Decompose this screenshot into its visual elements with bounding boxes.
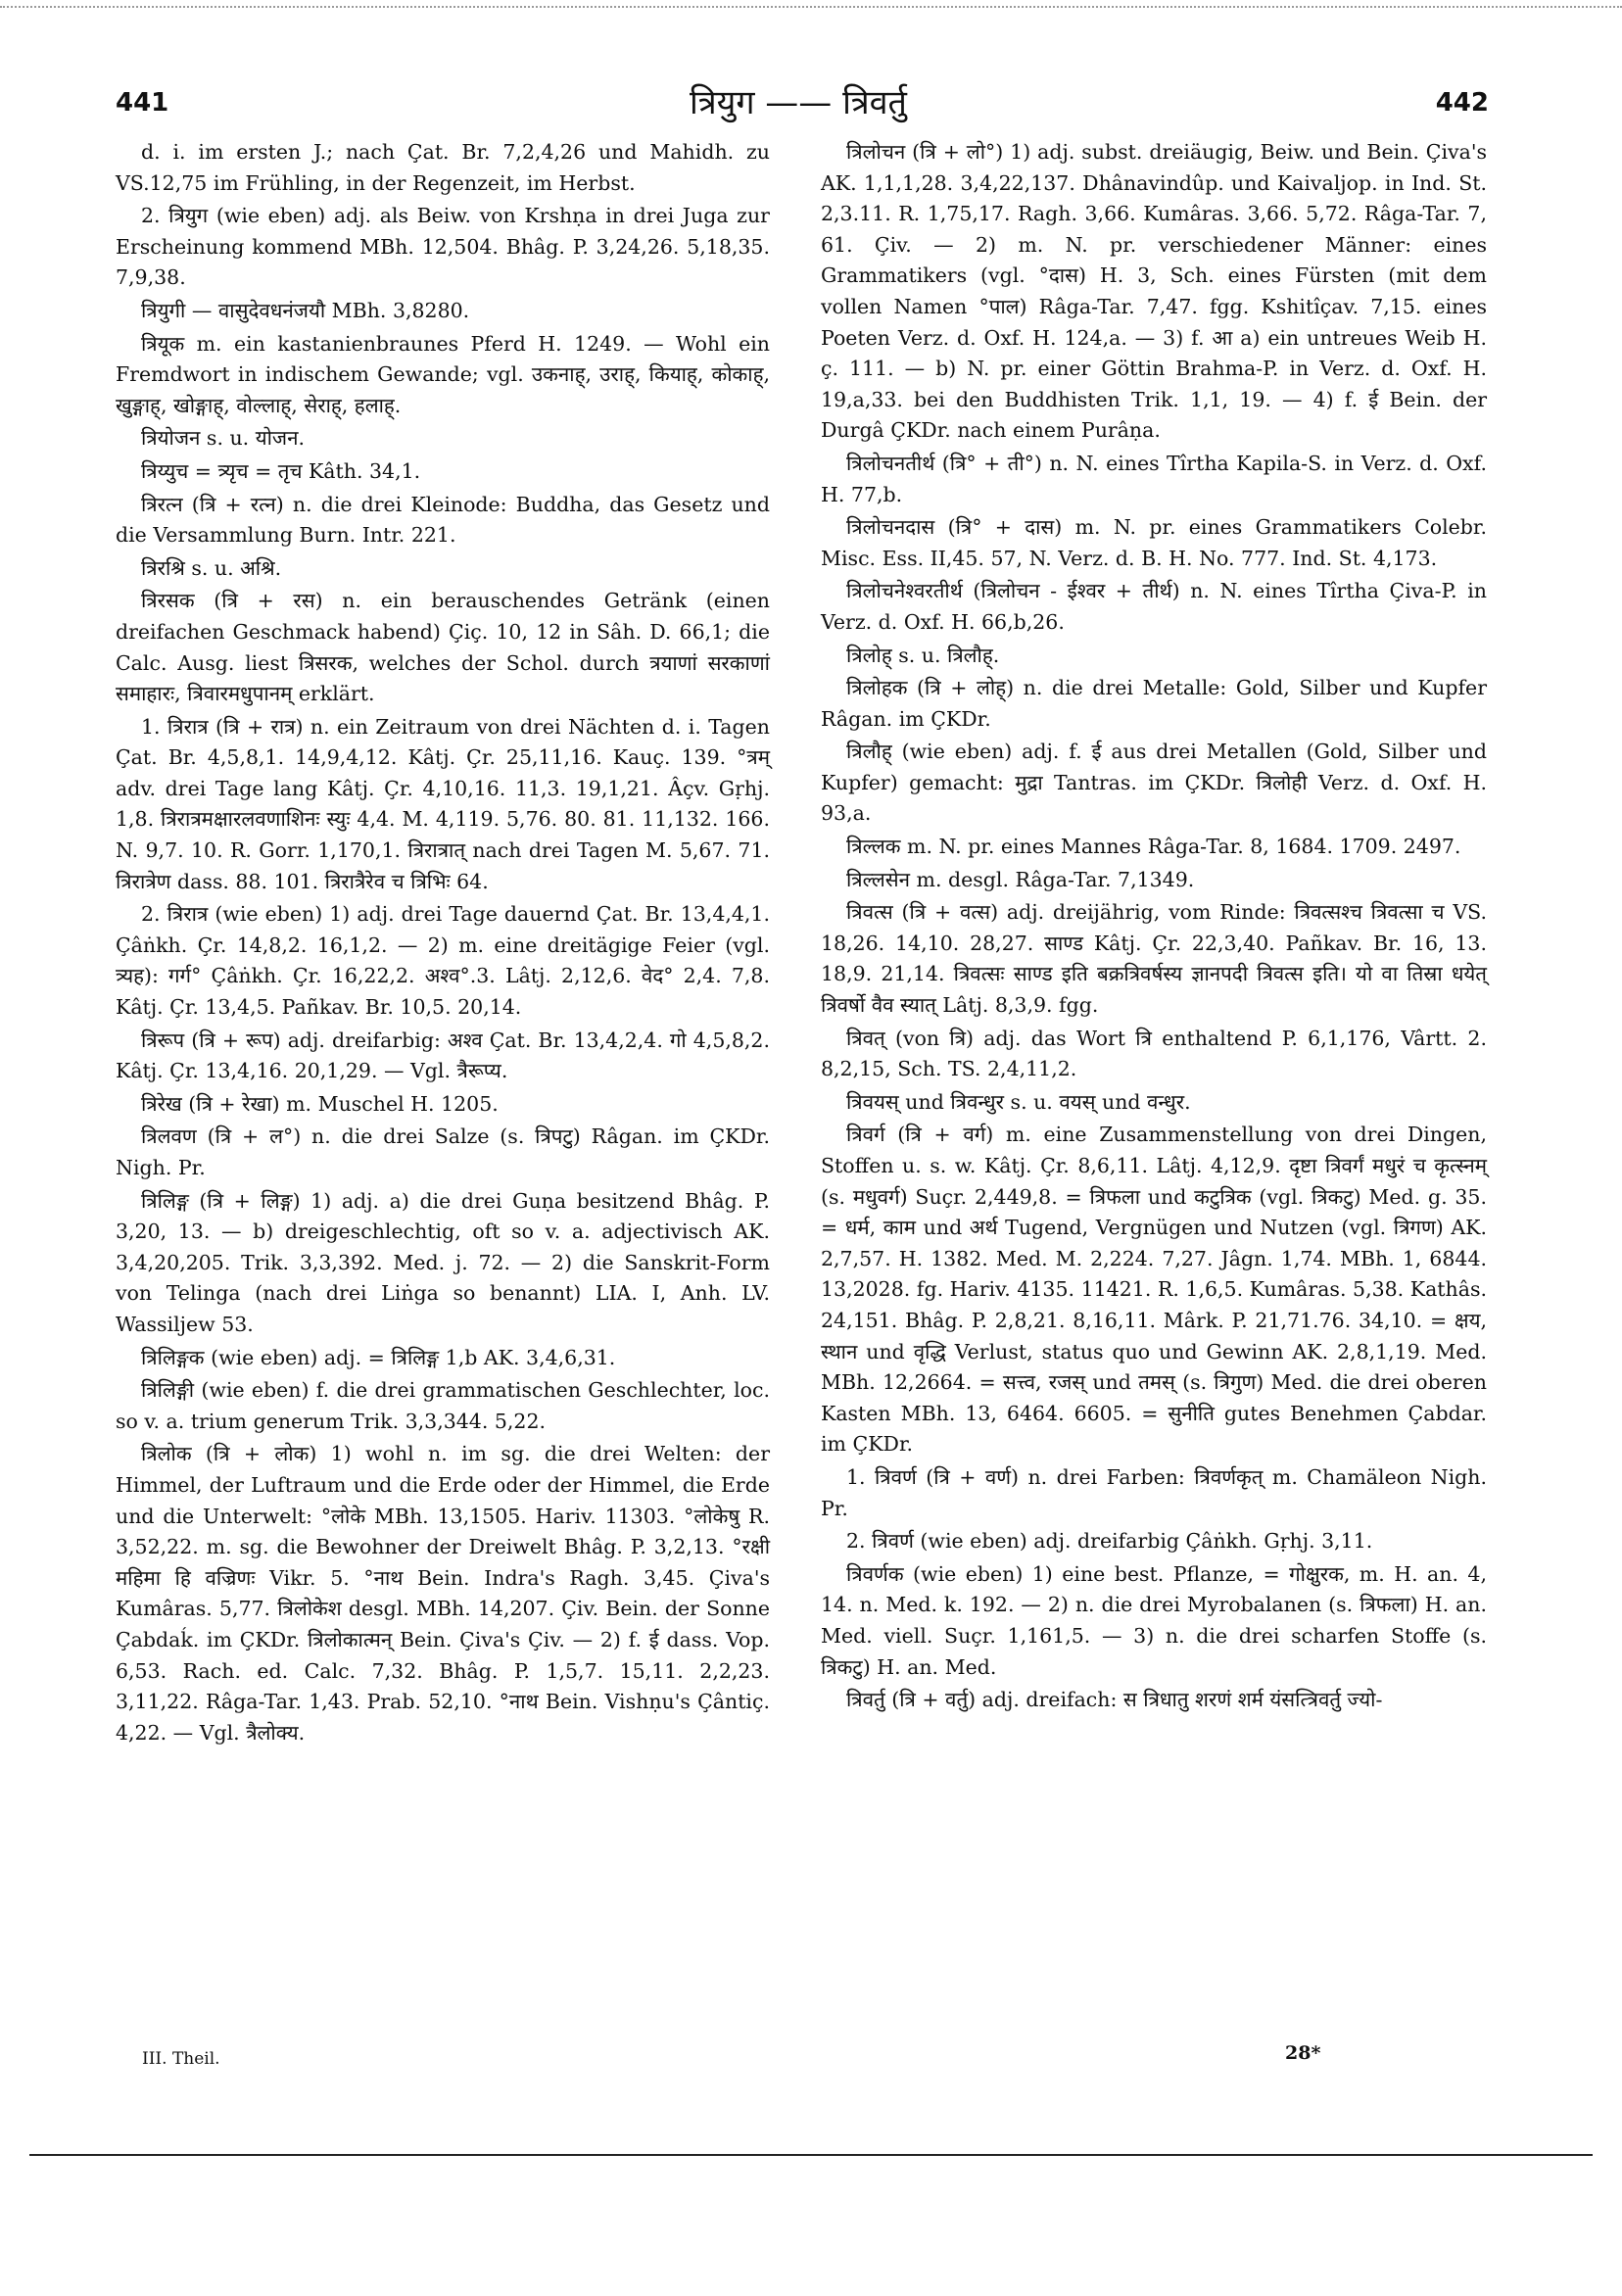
- bottom-rule: [29, 2154, 1593, 2156]
- dictionary-entry: त्रिलोक (त्रि + लोक) 1) wohl n. im sg. die drei Welten: der Himmel, der Luftraum und die Erde oder der Himmel, die Erde und die Unterwelt: °लोके MBh. 13,1505. Hariv. 11303. °लोकेषु R. 3,52,22. m. sg. die Bewohner der Dreiwelt Bhâg. P. 3,2,13. °रक्षी महिमा हि वज्रिणः Vikr. 5. °नाथ Bein. Indra's Ragh. 3,45. Çiva's Kumâras. 5,77. त्रिलोकेश desgl. MBh. 14,207. Çiv. Bein. der Sonne Çabdaḱ. im ÇKDr. त्रिलोकात्मन् Bein. Çiva's Çiv. — 2) f. ई dass. Vop. 6,53. Rach. ed. Calc. 7,32. Bhâg. P. 1,5,7. 15,11. 2,2,23. 3,11,22. Râga-Tar. 1,43. Prab. 52,10. °नाथ Bein. Vishṇu's Çântiç. 4,22. — Vgl. त्रैलोक्य.: [116, 1442, 770, 1745]
- dictionary-entry: त्रिल्लसेन m. desgl. Râga-Tar. 7,1349.: [846, 867, 1195, 891]
- dictionary-entry: त्रिलौह् (wie eben) adj. f. ई aus drei Metallen (Gold, Silber und Kupfer) gemacht: मुद्रा Tantras. im ÇKDr. त्रिलोही Verz. d. Oxf. H. 93,a.: [821, 740, 1487, 826]
- dictionary-entry: त्रिलोहक (त्रि + लोह्) n. die drei Metalle: Gold, Silber und Kupfer Râgan. im ÇKDr.: [821, 676, 1487, 731]
- dictionary-entry: त्रिलिङ्ग (त्रि + लिङ्ग) 1) adj. a) die drei Guṇa besitzend Bhâg. P. 3,20, 13. — b) dreigeschlechtig, oft so v. a. adjectivisch AK. 3,4,20,205. Trik. 3,3,392. Med. j. 72. — 2) die Sanskrit-Form von Telinga (nach drei Liṅga so benannt) LIA. I, Anh. LV. Wassiljew 53.: [116, 1188, 770, 1336]
- dictionary-entry: त्रियूक m. ein kastanienbraunes Pferd H. 1249. — Wohl ein Fremdwort in indischem Gewande; vgl. उकनाह्, उराह्, कियाह्, कोकाह्, खुङ्गाह्, खोङ्गाह्, वोल्लाह्, सेराह्, हलाह्.: [116, 331, 770, 417]
- right-column: [821, 137, 1487, 1718]
- running-head: [108, 78, 1489, 127]
- dictionary-entry: त्रिलोचन (त्रि + लो°) 1) adj. subst. dreiäugig, Beiw. und Bein. Çiva's AK. 1,1,1,28. 3,4,22,137. Dhânavindûp. und Kaivaljop. in Ind. St. 2,3.11. R. 1,75,17. Ragh. 3,66. Kumâras. 3,66. 5,72. Râga-Tar. 7, 61. Çiv. — 2) m. N. pr. verschiedener Männer: eines Grammatikers (vgl. °दास) H. 3, Sch. eines Fürsten (mit dem vollen Namen °पाल) Râga-Tar. 7,47. fgg. Kshitîçav. 7,15. eines Poeten Verz. d. Oxf. H. 124,a. — 3) f. आ a) ein untreues Weib H. ç. 111. — b) N. pr. einer Göttin Brahma-P. in Verz. d. Oxf. H. 19,a,33. bei den Buddhisten Trik. 1,1, 19. — 4) f. ई Bein. der Durgâ ÇKDr. nach einem Purâṇa.: [821, 140, 1487, 443]
- head-title: त्रियुग —— त्रिवर्तु: [690, 83, 907, 122]
- dictionary-entry: त्रिरश्रि s. u. अश्रि.: [141, 555, 282, 580]
- top-edge-line: [0, 6, 1622, 8]
- dictionary-entry: 1. त्रिवर्ण (त्रि + वर्ण) n. drei Farben: त्रिवर्णकृत् m. Chamäleon Nigh. Pr.: [821, 1464, 1487, 1520]
- dictionary-entry: त्रिलोचनेश्वरतीर्थ (त्रिलोचन - ईश्वर + तीर्थ) n. N. eines Tîrtha Çiva-P. in Verz. d. Oxf. H. 66,b,26.: [821, 579, 1487, 634]
- dictionary-entry: त्रियुगी — वासुदेवधनंजयौ MBh. 3,8280.: [141, 298, 470, 322]
- dictionary-entry: त्रिलोह् s. u. त्रिलौह्.: [846, 643, 1000, 667]
- dictionary-entry: त्रिल्लक m. N. pr. eines Mannes Râga-Tar. 8, 1684. 1709. 2497.: [846, 835, 1461, 859]
- dictionary-entry: त्रिवर्तु (त्रि + वर्तु) adj. dreifach: स त्रिधातु शरणं शर्म यंसत्त्रिवर्तु ज्यो-: [846, 1688, 1383, 1712]
- dictionary-entry: त्रिवर्ग (त्रि + वर्ग) m. eine Zusammenstellung von drei Dingen, Stoffen u. s. w. Kâtj. Çr. 8,6,11. Lâtj. 4,12,9. दृष्टा त्रिवर्गं मधुरं च कृत्स्नम् (s. मधुवर्ग) Suçr. 2,449,8. = त्रिफला und कटुत्रिक (vgl. त्रिकटु) Med. g. 35. = धर्म, काम und अर्थ Tugend, Vergnügen und Nutzen (vgl. त्रिगण) AK. 2,7,57. H. 1382. Med. M. 2,224. 7,27. Jâgn. 1,74. MBh. 1, 6844. 13,2028. fg. Hariv. 4135. 11421. R. 1,6,5. Kumâras. 5,38. Kathâs. 24,151. Bhâg. P. 2,8,21. 8,16,11. Mârk. P. 21,71.76. 34,10. = क्षय, स्थान und वृद्धि Verlust, status quo und Gewinn AK. 2,8,1,19. Med. MBh. 12,2664. = सत्त्व, रजस् und तमस् (s. त्रिगुण) Med. die drei oberen Kasten MBh. 13, 6464. 6605. = सुनीति gutes Benehmen Çabdar. im ÇKDr.: [821, 1123, 1487, 1457]
- dictionary-entry: 2. त्रिवर्ण (wie eben) adj. dreifarbig Çâṅkh. Gṛhj. 3,11.: [846, 1529, 1373, 1554]
- dictionary-entry: त्रिरूप (त्रि + रूप) adj. dreifarbig: अश्व Çat. Br. 13,4,2,4. गो 4,5,8,2. Kâtj. Çr. 13,4,16. 20,1,29. — Vgl. त्रैरूप्य.: [116, 1028, 770, 1083]
- dictionary-entry: त्रिरत्न (त्रि + रत्न) n. die drei Kleinode: Buddha, das Gesetz und die Versammlung Burn. Intr. 221.: [116, 492, 770, 548]
- dictionary-entry: त्रिलोचनदास (त्रि° + दास) m. N. pr. eines Grammatikers Colebr. Misc. Ess. II,45. 57, N. Verz. d. B. H. No. 777. Ind. St. 4,173.: [821, 515, 1487, 570]
- dictionary-entry: d. i. im ersten J.; nach Çat. Br. 7,2,4,26 und Mahidh. zu VS.12,75 im Frühling, in der Regenzeit, im Herbst.: [116, 140, 770, 195]
- volume-note: III. Theil.: [142, 2049, 220, 2069]
- right-page-number: 442: [1435, 88, 1489, 118]
- dictionary-entry: त्रिवयस् und त्रिवन्धुर s. u. वयस् und वन्धुर.: [846, 1089, 1191, 1114]
- dictionary-entry: त्रिवत्स (त्रि + वत्स) adj. dreijährig, vom Rinde: त्रिवत्सश्च त्रिवत्सा च VS. 18,26. 14,10. 28,27. साण्ड Kâtj. Çr. 22,3,40. Pañkav. Br. 16, 13. 18,9. 21,14. त्रिवत्सः साण्ड इति बक्रत्रिवर्षस्य ज्ञानपदी त्रिवत्स इति। यो वा तिस्रा धयेत् त्रिवर्षो वैव स्यात् Lâtj. 8,3,9. fgg.: [821, 900, 1487, 1018]
- sheet-signature: 28*: [1285, 2042, 1321, 2064]
- dictionary-entry: त्रिरसक (त्रि + रस) n. ein berauschendes Getränk (einen dreifachen Geschmack habend) Çiç. 10, 12 in Sâh. D. 66,1; die Calc. Ausg. liest त्रिसरक, welches der Schol. durch त्रयाणां सरकाणां समाहारः, त्रिवारमधुपानम् erklärt.: [116, 589, 770, 706]
- dictionary-entry: त्रिय्युच = त्र्यृच = तृच Kâth. 34,1.: [141, 458, 421, 483]
- dictionary-entry: त्रिवत् (von त्रि) adj. das Wort त्रि enthaltend P. 6,1,176, Vârtt. 2. 8,2,15, Sch. TS. 2,4,11,2.: [821, 1026, 1487, 1081]
- dictionary-entry: 2. त्रियुग (wie eben) adj. als Beiw. von Krshṇa in drei Juga zur Erscheinung kommend MBh. 12,504. Bhâg. P. 3,24,26. 5,18,35. 7,9,38.: [116, 204, 770, 290]
- dictionary-entry: त्रिवर्णक (wie eben) 1) eine best. Pflanze, = गोक्षुरक, m. H. an. 4, 14. n. Med. k. 192. — 2) n. die drei Myrobalanen (s. त्रिफला) H. an. Med. viell. Suçr. 1,161,5. — 3) n. die drei scharfen Stoffe (s. त्रिकटु) H. an. Med.: [821, 1561, 1487, 1679]
- left-column: [116, 137, 770, 1750]
- dictionary-entry: त्रिरेख (त्रि + रेखा) m. Muschel H. 1205.: [141, 1091, 499, 1116]
- dictionary-entry: त्रिलोचनतीर्थ (त्रि° + ती°) n. N. eines Tîrtha Kapila-S. in Verz. d. Oxf. H. 77,b.: [821, 451, 1487, 506]
- dictionary-entry: त्रियोजन s. u. योजन.: [141, 426, 306, 451]
- dictionary-entry: त्रिलिङ्गी (wie eben) f. die drei grammatischen Geschlechter, loc. so v. a. trium generum Trik. 3,3,344. 5,22.: [116, 1378, 770, 1433]
- dictionary-entry: 1. त्रिरात्र (त्रि + रात्र) n. ein Zeitraum von drei Nächten d. i. Tagen Çat. Br. 4,5,8,1. 14,9,4,12. Kâtj. Çr. 25,11,16. Kauç. 139. °त्रम् adv. drei Tage lang Kâtj. Çr. 4,10,16. 11,3. 19,1,21. Âçv. Gṛhj. 1,8. त्रिरात्रमक्षारलवणाशिनः स्युः 4,4. M. 4,119. 5,76. 80. 81. 11,132. 166. N. 9,7. 10. R. Gorr. 1,170,1. त्रिरात्रात् nach drei Tagen M. 5,67. 71. त्रिरात्रेण dass. 88. 101. त्रिरात्रैरेव च त्रिभिः 64.: [116, 714, 770, 893]
- dictionary-entry: त्रिलिङ्गक (wie eben) adj. = त्रिलिङ्ग 1,b AK. 3,4,6,31.: [141, 1345, 616, 1369]
- dictionary-entry: 2. त्रिरात्र (wie eben) 1) adj. drei Tage dauernd Çat. Br. 13,4,4,1. Çâṅkh. Çr. 14,8,2. 16,1,2. — 2) m. eine dreitägige Feier (vgl. त्र्यह): गर्ग° Çâṅkh. Çr. 16,22,2. अश्व°.3. Lâtj. 2,12,6. वेद° 2,4. 7,8. Kâtj. Çr. 13,4,5. Pañkav. Br. 10,5. 20,14.: [116, 902, 770, 1020]
- dictionary-entry: त्रिलवण (त्रि + ल°) n. die drei Salze (s. त्रिपटु) Râgan. im ÇKDr. Nigh. Pr.: [116, 1124, 770, 1179]
- left-page-number: 441: [116, 88, 169, 118]
